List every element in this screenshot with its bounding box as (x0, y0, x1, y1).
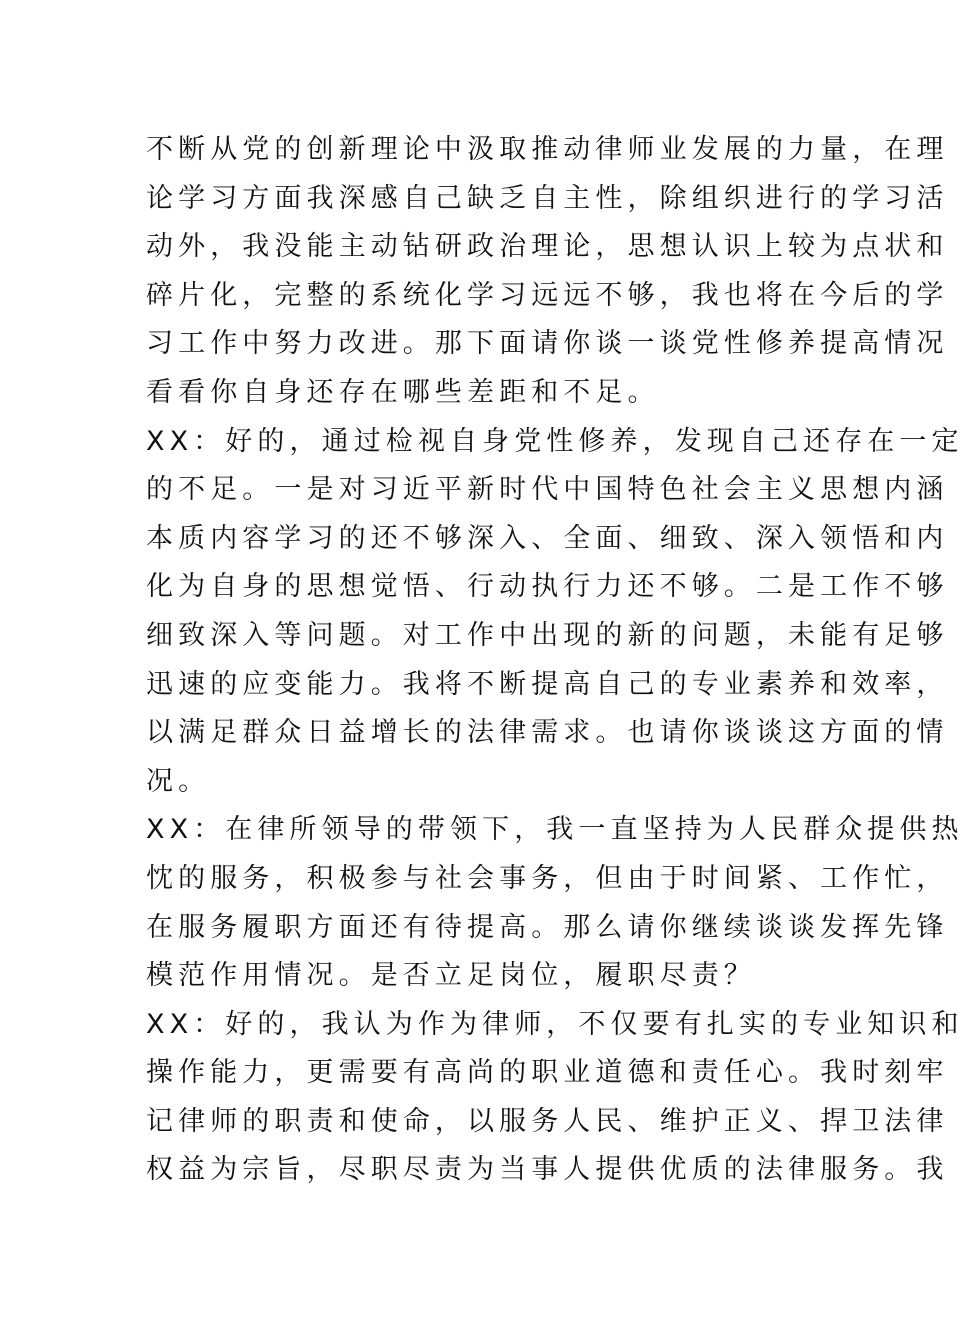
text-line: 况。 (146, 765, 211, 797)
text-line: 碎片化，完整的系统化学习远远不够，我也将在今后的学 (146, 279, 949, 311)
text-line: 在服务履职方面还有待提高。那么请你继续谈谈发挥先锋 (146, 911, 949, 943)
text-line: 不断从党的创新理论中汲取推动律师业发展的力量，在理 (146, 134, 949, 165)
text-line: 习工作中努力改进。那下面请你谈一谈党性修养提高情况 (146, 328, 949, 360)
text-line: 模范作用情况。是否立足岗位，履职尽责？ (146, 960, 756, 992)
document-body (146, 126, 964, 1195)
text-line: XX：在律所领导的带领下，我一直坚持为人民群众提供热 (146, 814, 964, 846)
text-line: XX：好的，我认为作为律师，不仅要有扎实的专业知识和 (146, 1008, 964, 1040)
text-line: 权益为宗旨，尽职尽责为当事人提供优质的法律服务。我 (146, 1154, 949, 1186)
text-line: 细致深入等问题。对工作中出现的新的问题，未能有足够 (146, 619, 949, 651)
text-line: 动外，我没能主动钻研政治理论，思想认识上较为点状和 (146, 231, 949, 263)
text-line: 迅速的应变能力。我将不断提高自己的专业素养和效率， (146, 668, 949, 700)
text-line: 以满足群众日益增长的法律需求。也请你谈谈这方面的情 (146, 717, 949, 749)
text-line: XX：好的，通过检视自身党性修养，发现自己还存在一定 (146, 425, 964, 457)
text-line: 化为自身的思想觉悟、行动执行力还不够。二是工作不够 (146, 571, 949, 603)
text-line: 操作能力，更需要有高尚的职业道德和责任心。我时刻牢 (146, 1057, 949, 1089)
text-line: 看看你自身还存在哪些差距和不足。 (146, 376, 660, 408)
text-line: 忱的服务，积极参与社会事务，但由于时间紧、工作忙， (146, 862, 949, 894)
text-line: 本质内容学习的还不够深入、全面、细致、深入领悟和内 (146, 522, 949, 554)
text-line: 的不足。一是对习近平新时代中国特色社会主义思想内涵 (146, 474, 949, 506)
text-line: 论学习方面我深感自己缺乏自主性，除组织进行的学习活 (146, 182, 949, 214)
text-line: 记律师的职责和使命，以服务人民、维护正义、捍卫法律 (146, 1105, 949, 1137)
